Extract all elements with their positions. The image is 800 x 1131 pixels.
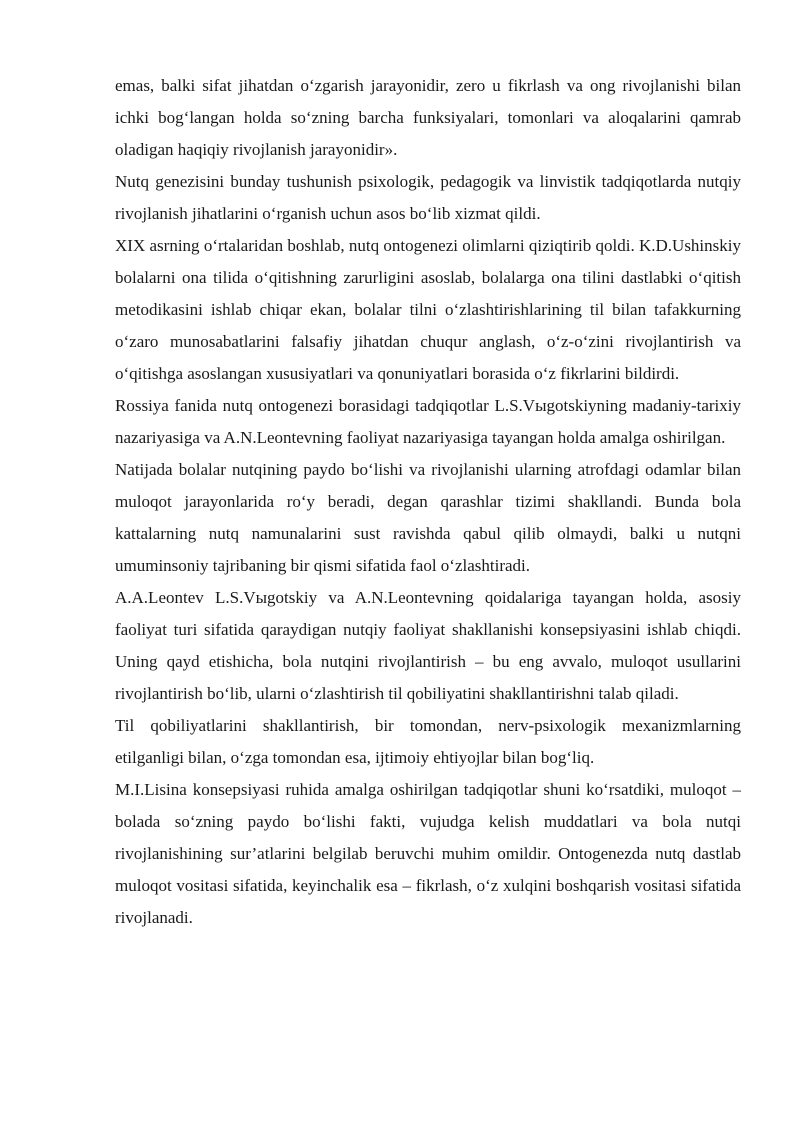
paragraph-rossiya-fanida: Rossiya fanida nutq ontogenezi borasidagi tadqiqotlar L.S.Vыgotskiyning madaniy-tarixiy nazariyasiga va A.N.Leontevning faoliyat nazariyasiga tayangan holda amalga oshirilgan.	[115, 396, 741, 447]
paragraph-continuation: emas, balki sifat jihatdan o‘zgarish jarayonidir, zero u fikrlash va ong rivojlanishi bilan ichki bog‘langan holda so‘zning barcha funksiyalari, tomonlari va aloqalarini qamrab oladigan haqiqiy rivojlanish jarayonidir».	[115, 76, 741, 159]
paragraph-ushinskiy: XIX asrning o‘rtalaridan boshlab, nutq ontogenezi olimlarni qiziqtirib qoldi. K.D.Ushinskiy bolalarni ona tilida o‘qitishning zarurligini asoslab, bolalarga ona tilini dastlabki o‘qitish metodikasini ishlab chiqar ekan, bolalar tilni o‘zlashtirishlarining til bilan tafakkurning o‘zaro munosabatlarini falsafiy jihatdan chuqur anglash, o‘z-o‘zini rivojlantirish va o‘qitishga asoslangan xususiyatlari va qonuniyatlari borasida o‘z fikrlarini bildirdi.	[115, 236, 741, 383]
paragraph-til-qobiliyatlari: Til qobiliyatlarini shakllantirish, bir tomondan, nerv-psixologik mexanizmlarning etilganligi bilan, o‘zga tomondan esa, ijtimoiy ehtiyojlar bilan bog‘liq.	[115, 716, 741, 767]
paragraph-lisina: M.I.Lisina konsepsiyasi ruhida amalga oshirilgan tadqiqotlar shuni ko‘rsatdiki, muloqot – bolada so‘zning paydo bo‘lishi fakti, vujudga kelish muddatlari va bola nutqi rivojlanishining sur’atlarini belgilab beruvchi muhim omildir. Ontogenezda nutq dastlab muloqot vositasi sifatida, keyinchalik esa – fikrlash, o‘z xulqini boshqarish vositasi sifatida rivojlanadi.	[115, 780, 741, 927]
paragraph-natijada: Natijada bolalar nutqining paydo bo‘lishi va rivojlanishi ularning atrofdagi odamlar bilan muloqot jarayonlarida ro‘y beradi, degan qarashlar tizimi shakllandi. Bunda bola kattalarning nutq namunalarini sust ravishda qabul qilib olmaydi, balki u nutqni umuminsoniy tajribaning bir qismi sifatida faol o‘zlashtiradi.	[115, 460, 741, 575]
document-page	[115, 70, 741, 934]
paragraph-nutq-genezisi: Nutq genezisini bunday tushunish psixologik, pedagogik va linvistik tadqiqotlarda nutqiy rivojlanish jihatlarini o‘rganish uchun asos bo‘lib xizmat qildi.	[115, 172, 741, 223]
paragraph-leontev: A.A.Leontev L.S.Vыgotskiy va A.N.Leontevning qoidalariga tayangan holda, asosiy faoliyat turi sifatida qaraydigan nutqiy faoliyat shakllanishi konsepsiyasini ishlab chiqdi. Uning qayd etishicha, bola nutqini rivojlantirish – bu eng avvalo, muloqot usullarini rivojlantirish bo‘lib, ularni o‘zlashtirish til qobiliyatini shakllantirishni talab qiladi.	[115, 588, 741, 703]
